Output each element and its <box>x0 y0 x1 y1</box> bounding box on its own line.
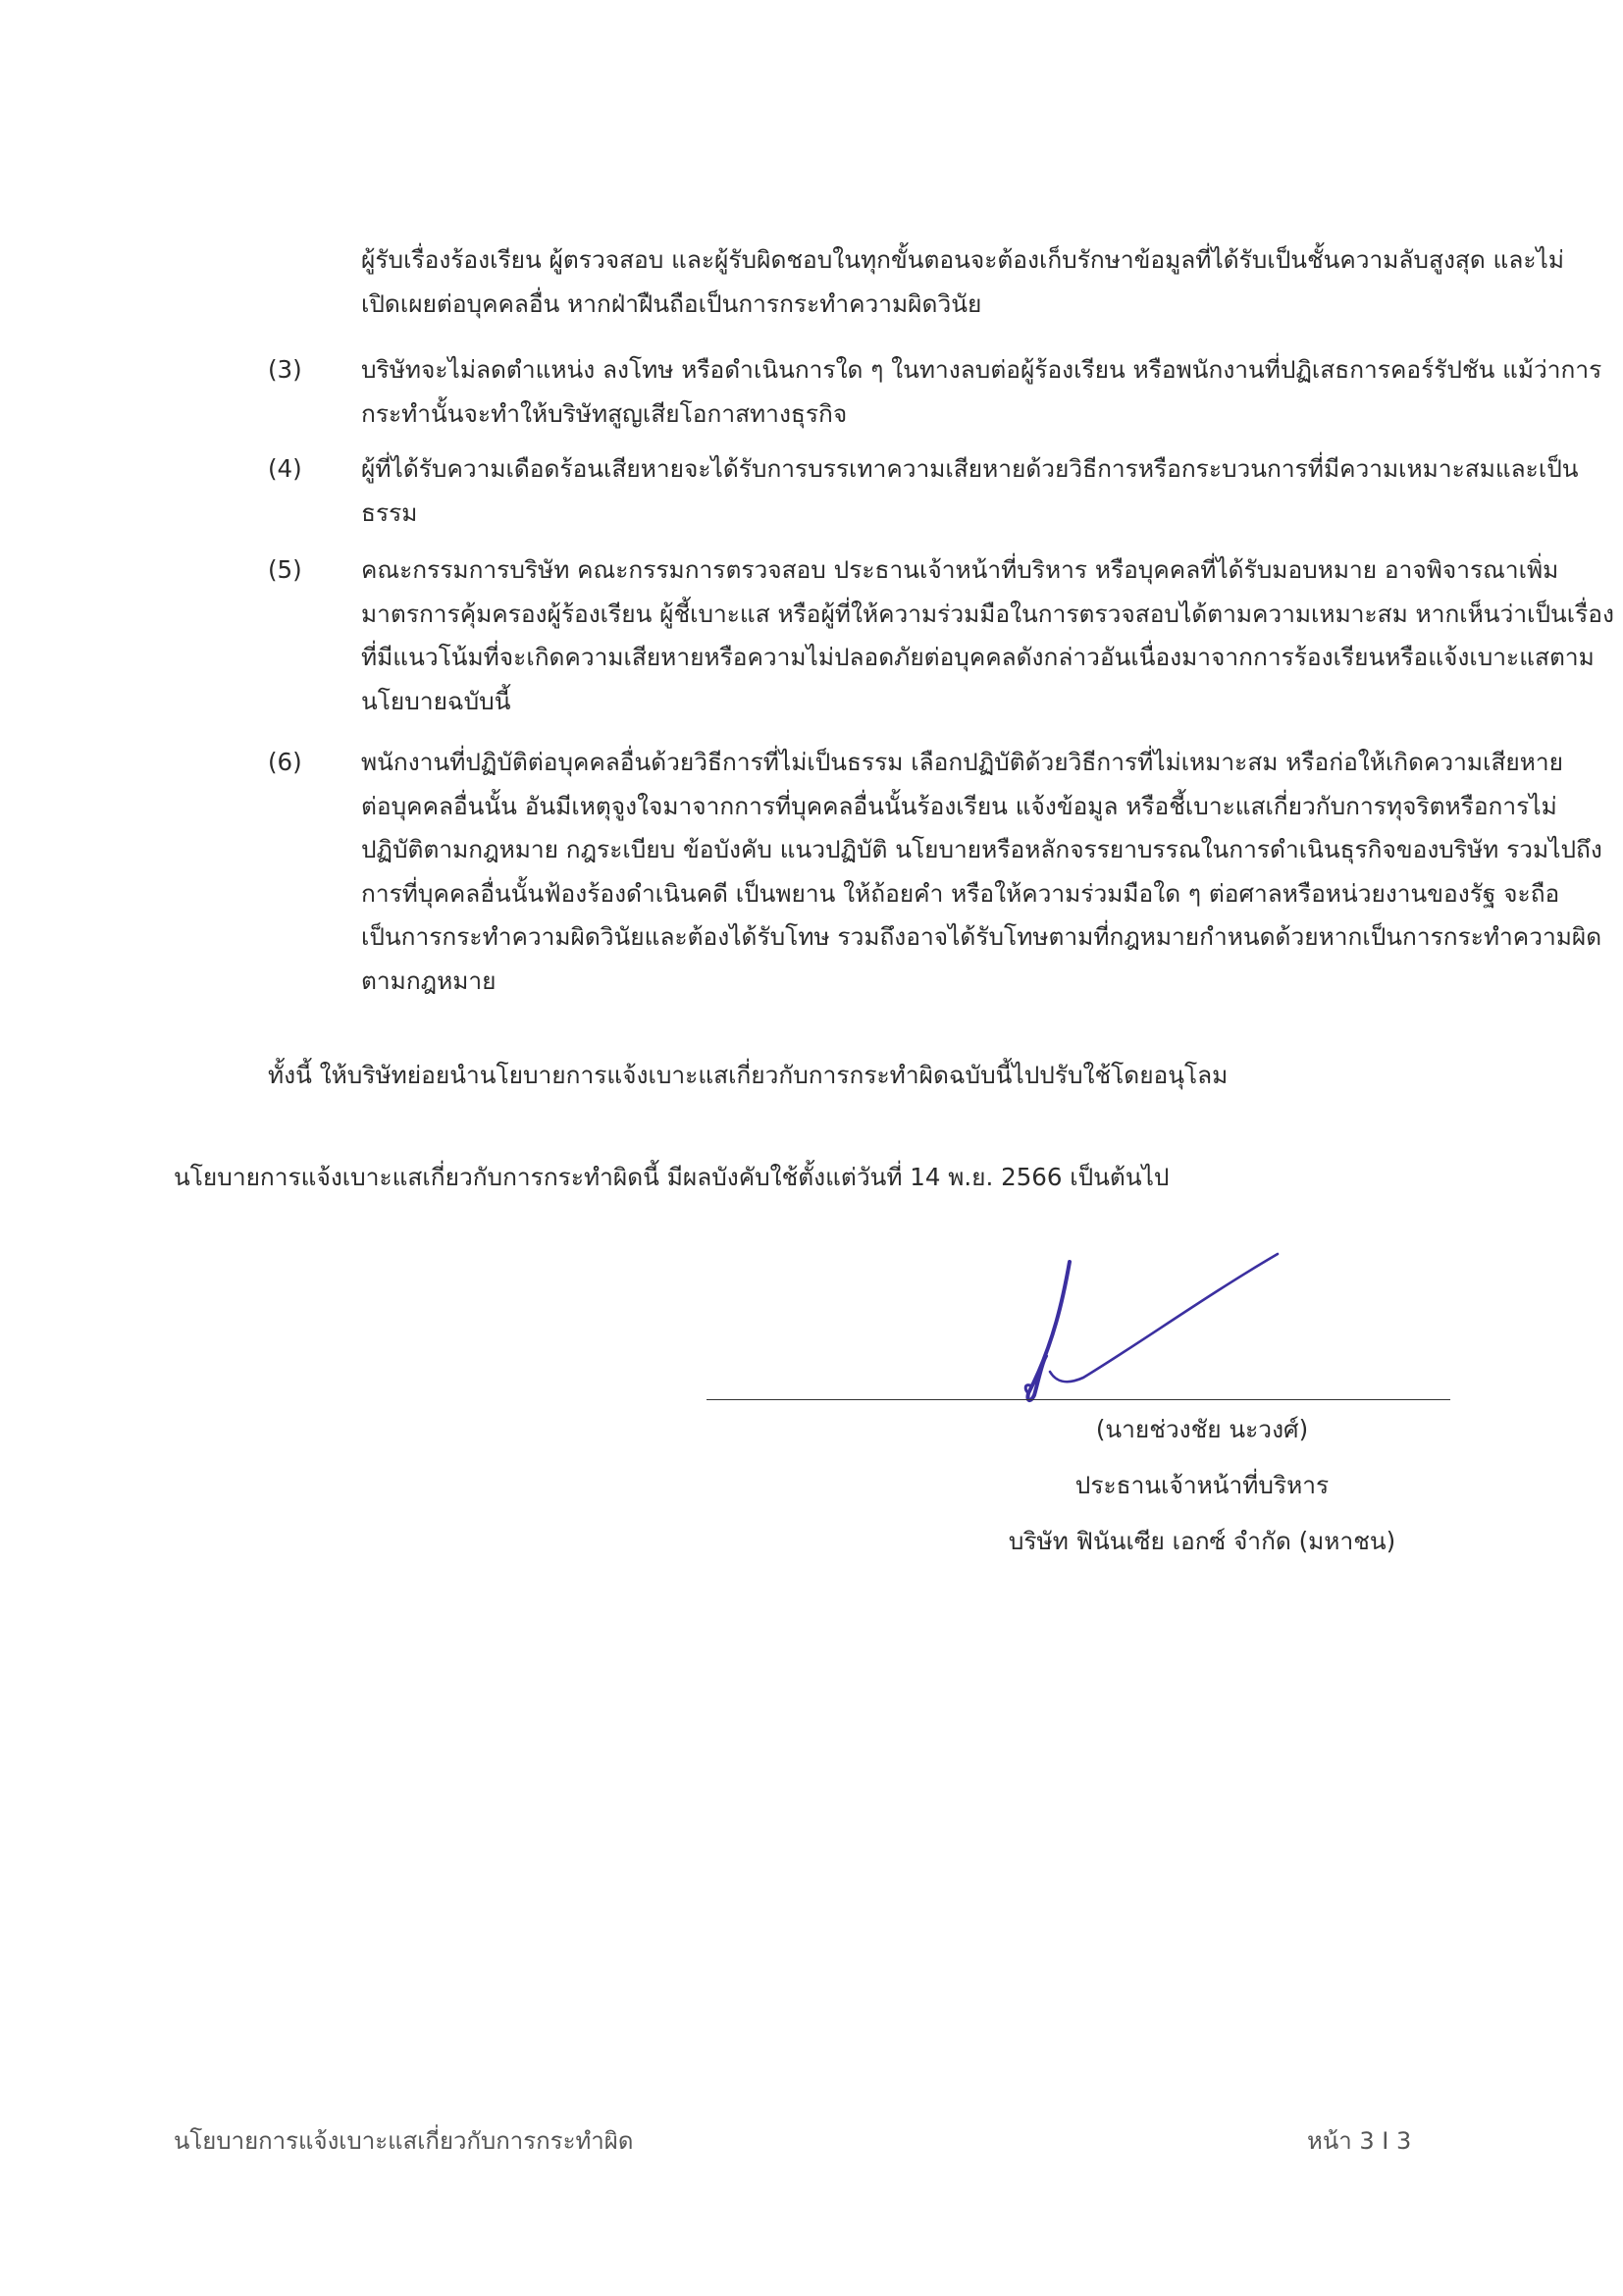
intro-paragraph <box>361 238 1564 326</box>
item-line: ตามกฎหมาย <box>361 965 497 995</box>
item-line: ผู้ที่ได้รับความเดือดร้อนเสียหายจะได้รับการบรรเทาความเสียหายด้วยวิธีการหรือกระบวนการที่มีความเหมาะสมและเป็น <box>361 454 1579 483</box>
item-6-text <box>361 741 1602 1003</box>
item-number: (6) <box>268 748 302 776</box>
item-line: กระทำนั้นจะทำให้บริษัทสูญเสียโอกาสทางธุรกิจ <box>361 398 848 428</box>
item-number: (3) <box>268 355 302 384</box>
item-line: พนักงานที่ปฏิบัติต่อบุคคลอื่นด้วยวิธีการที่ไม่เป็นธรรม เลือกปฏิบัติด้วยวิธีการที่ไม่เหมาะสม หรือก่อให้เกิดความเสียหาย <box>361 748 1564 776</box>
item-number: (5) <box>268 555 302 584</box>
item-line: การที่บุคคลอื่นนั้นฟ้องร้องดำเนินคดี เป็นพยาน ให้ถ้อยคำ หรือให้ความร่วมมือใด ๆ ต่อศาลหรือหน่วยงานของรัฐ จะถือ <box>361 878 1560 908</box>
item-line: ที่มีแนวโน้มที่จะเกิดความเสียหายหรือความไม่ปลอดภัยต่อบุคคลดังกล่าวอันเนื่องมาจากการร้องเรียนหรือแจ้งเบาะแสตาม <box>361 643 1595 671</box>
item-4-text <box>361 447 1579 535</box>
item-line: มาตรการคุ้มครองผู้ร้องเรียน ผู้ชี้เบาะแส หรือผู้ที่ให้ความร่วมมือในการตรวจสอบได้ตามความเหมาะสม หากเห็นว่าเป็นเรื่อง <box>361 599 1614 628</box>
signature-image <box>1011 1246 1305 1413</box>
subsidiary-clause: ทั้งนี้ ให้บริษัทย่อยนำนโยบายการแจ้งเบาะแสเกี่ยวกับการกระทำผิดฉบับนี้ไปปรับใช้โดยอนุโลม <box>268 1061 1229 1089</box>
item-line: นโยบายฉบับนี้ <box>361 686 511 715</box>
intro-line: ผู้รับเรื่องร้องเรียน ผู้ตรวจสอบ และผู้รับผิดชอบในทุกขั้นตอนจะต้องเก็บรักษาข้อมูลที่ได้รับเป็นชั้นความลับสูงสุด และไม่ <box>361 245 1564 274</box>
footer-page-number: หน้า 3 I 3 <box>1307 2127 1412 2155</box>
item-3-text <box>361 348 1601 436</box>
footer-policy-name: นโยบายการแจ้งเบาะแสเกี่ยวกับการกระทำผิด <box>174 2127 634 2155</box>
item-line: ธรรม <box>361 497 418 527</box>
item-line: เป็นการกระทำความผิดวินัยและต้องได้รับโทษ รวมถึงอาจได้รับโทษตามที่กฎหมายกำหนดด้วยหากเป็นการกระทำความผิด <box>361 922 1602 951</box>
signatory-company: บริษัท ฟินันเซีย เอกซ์ จำกัด (มหาชน) <box>1008 1527 1396 1555</box>
item-5-text <box>361 548 1614 723</box>
effective-date: นโยบายการแจ้งเบาะแสเกี่ยวกับการกระทำผิดนี้ มีผลบังคับใช้ตั้งแต่วันที่ 14 พ.ย. 2566 เป็นต้นไป <box>174 1163 1170 1191</box>
signature-stroke <box>1050 1254 1278 1382</box>
item-line: บริษัทจะไม่ลดตำแหน่ง ลงโทษ หรือดำเนินการใด ๆ ในทางลบต่อผู้ร้องเรียน หรือพนักงานที่ปฏิเสธการคอร์รัปชัน แม้ว่าการ <box>361 355 1602 384</box>
signature-line <box>707 1399 1450 1400</box>
signature-stroke <box>1027 1262 1070 1400</box>
item-line: คณะกรรมการบริษัท คณะกรรมการตรวจสอบ ประธานเจ้าหน้าที่บริหาร หรือบุคคลที่ได้รับมอบหมาย อาจพิจารณาเพิ่ม <box>361 555 1559 584</box>
item-line: ปฏิบัติตามกฎหมาย กฎระเบียบ ข้อบังคับ แนวปฏิบัติ นโยบายหรือหลักจรรยาบรรณในการดำเนินธุรกิจของบริษัท รวมไปถึง <box>361 835 1602 863</box>
intro-line: เปิดเผยต่อบุคคลอื่น หากฝ่าฝืนถือเป็นการกระทำความผิดวินัย <box>361 288 982 318</box>
item-number: (4) <box>268 454 302 483</box>
signatory-position: ประธานเจ้าหน้าที่บริหาร <box>1074 1471 1330 1499</box>
signatory-name: (นายช่วงชัย นะวงศ์) <box>1095 1415 1309 1443</box>
item-line: ต่อบุคคลอื่นนั้น อันมีเหตุจูงใจมาจากการที่บุคคลอื่นนั้นร้องเรียน แจ้งข้อมูล หรือชี้เบาะแสเกี่ยวกับการทุจริตหรือการไม่ <box>361 791 1557 820</box>
